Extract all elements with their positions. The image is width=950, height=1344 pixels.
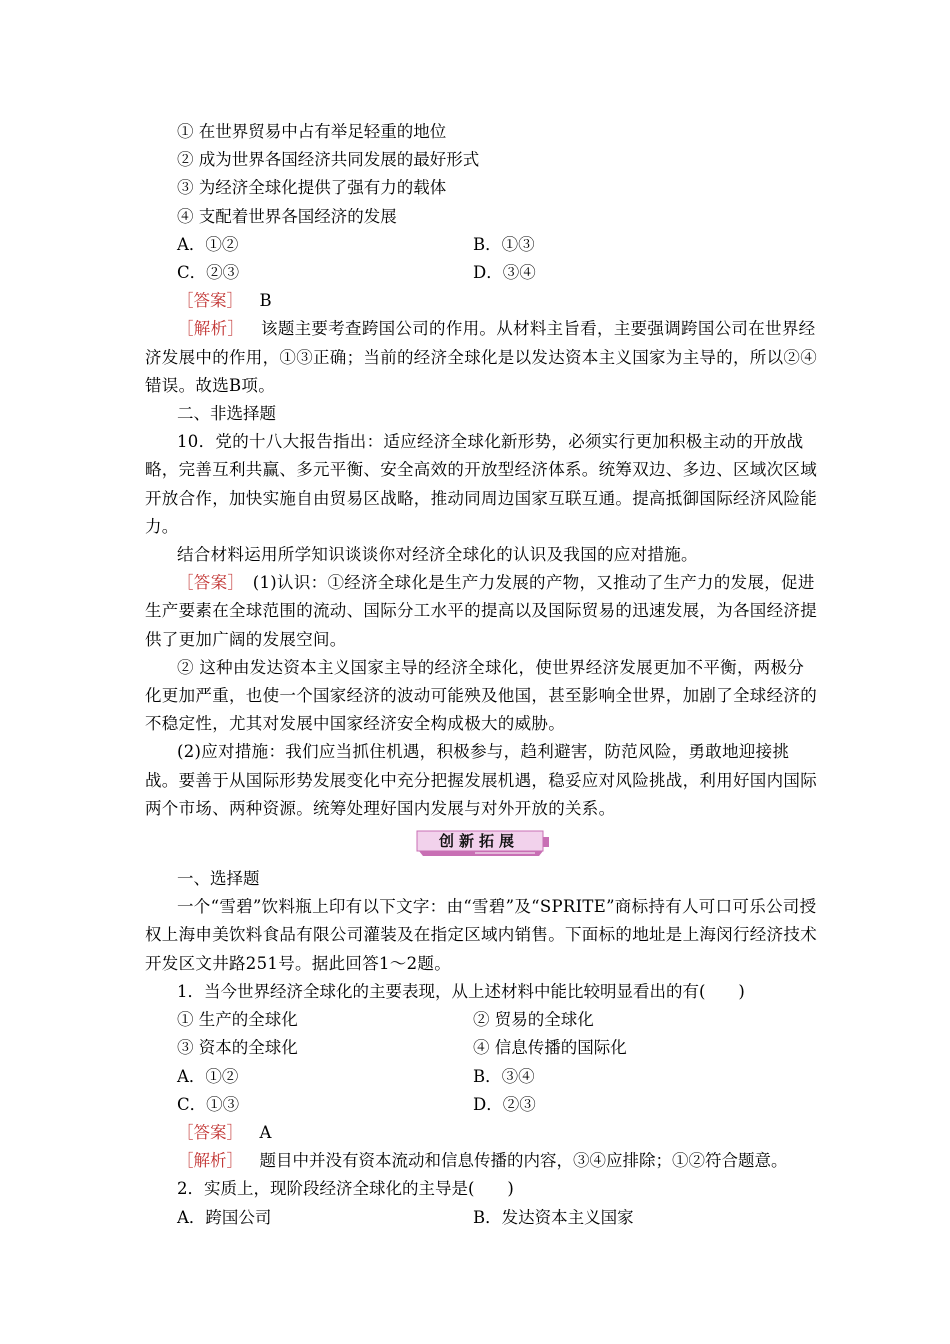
q9-option-1: ① 在世界贸易中占有举足轻重的地位 — [177, 122, 447, 141]
answer-tag: ［答案］ — [177, 291, 243, 311]
q9-choices-row-2 — [145, 259, 817, 287]
q9-choice-c: C．②③ — [177, 263, 240, 283]
q1-choices-row-1 — [145, 1063, 817, 1091]
q10-answer-1-text: (1)认识：①经济全球化是生产力发展的产物，又推动了生产力的发展，促进生产要素在全球范围的流动、国际分工水平的提高以及国际贸易的迅速发展，为各国经济提供了更加广阔的发展空间。 — [145, 573, 817, 649]
q1-option-4: ④ 信息传播的国际化 — [473, 1038, 627, 1058]
q1-choices-row-2 — [145, 1091, 817, 1119]
q1-options-row-2 — [145, 1034, 817, 1062]
q1-choice-a: A．①② — [177, 1066, 239, 1086]
q1-option-3: ③ 资本的全球化 — [177, 1038, 298, 1058]
q9-answer-value: B — [259, 291, 272, 311]
q10-stem: 10．党的十八大报告指出：适应经济全球化新形势，必须实行更加积极主动的开放战略，完善互利共赢、多元平衡、安全高效的开放型经济体系。统筹双边、多边、区域次区域开放合作，加快实施自由贸易区战略，推动同周边国家互联互通。提高抵御国际经济风险能力。 — [145, 432, 817, 536]
q1-analysis-text: 题目中并没有资本流动和信息传播的内容，③④应排除；①②符合题意。 — [259, 1151, 788, 1171]
q2-choices-row-1 — [145, 1204, 817, 1232]
q1-answer — [145, 1119, 817, 1147]
q9-choice-d: D．③④ — [473, 263, 536, 283]
analysis-tag: ［解析］ — [177, 1151, 243, 1171]
analysis-tag: ［解析］ — [177, 319, 245, 339]
q9-analysis — [145, 315, 817, 400]
section-heading-non-choice: 二、非选择题 — [177, 404, 276, 424]
q9-option-4: ④ 支配着世界各国经济的发展 — [177, 206, 397, 226]
banner-badge — [415, 829, 551, 857]
q1-option-2: ② 贸易的全球化 — [473, 1010, 594, 1030]
q9-option-2: ② 成为世界各国经济共同发展的最好形式 — [177, 150, 480, 170]
innovation-banner — [145, 823, 817, 865]
q10-answer-1 — [145, 569, 817, 654]
q1-analysis — [145, 1147, 817, 1175]
page-content — [145, 118, 817, 1232]
q10-ask: 结合材料运用所学知识谈谈你对经济全球化的认识及我国的应对措施。 — [177, 545, 698, 565]
q1-answer-value: A — [259, 1122, 272, 1142]
answer-tag: ［答案］ — [177, 1122, 243, 1142]
q1-option-1: ① 生产的全球化 — [177, 1010, 298, 1030]
q9-answer — [145, 287, 817, 315]
q1-choice-c: C．①③ — [177, 1094, 240, 1114]
q10-answer-3: (2)应对措施：我们应当抓住机遇，积极参与，趋利避害，防范风险，勇敢地迎接挑战。要善于从国际形势发展变化中充分把握发展机遇，稳妥应对风险挑战，利用好国内国际两个市场、两种资源。统筹处理好国内发展与对外开放的关系。 — [145, 742, 817, 818]
q2-choice-b: B．发达资本主义国家 — [473, 1207, 634, 1227]
material-text: 一个“雪碧”饮料瓶上印有以下文字：由“雪碧”及“SPRITE”商标持有人可口可乐公司授权上海申美饮料食品有限公司灌装及在指定区域内销售。下面标的地址是上海闵行经济技术开发区文井路251号。据此回答1～2题。 — [145, 897, 817, 973]
q2-choice-a: A．跨国公司 — [177, 1207, 272, 1227]
answer-tag: ［答案］ — [177, 573, 245, 593]
q9-option-3: ③ 为经济全球化提供了强有力的载体 — [177, 178, 447, 198]
banner-title: 创新拓展 — [438, 832, 519, 851]
section-heading-choice: 一、选择题 — [177, 869, 260, 889]
q9-analysis-text: 该题主要考查跨国公司的作用。从材料主旨看，主要强调跨国公司在世界经济发展中的作用，①③正确；当前的经济全球化是以发达资本主义国家为主导的，所以②④错误。故选B项。 — [145, 319, 817, 395]
q1-choice-d: D．②③ — [473, 1094, 536, 1114]
q1-options-row-1 — [145, 1006, 817, 1034]
q1-stem: 1．当今世界经济全球化的主要表现，从上述材料中能比较明显看出的有( ) — [177, 981, 745, 1001]
q10-answer-2: ② 这种由发达资本主义国家主导的经济全球化，使世界经济发展更加不平衡，两极分化更加严重，也使一个国家经济的波动可能殃及他国，甚至影响全世界，加剧了全球经济的不稳定性，尤其对发展中国家经济安全构成极大的威胁。 — [145, 657, 817, 734]
q9-choice-b: B．①③ — [473, 234, 535, 254]
q9-choice-a: A．①② — [177, 234, 239, 254]
q2-stem: 2．实质上，现阶段经济全球化的主导是( ) — [177, 1179, 514, 1199]
q9-choices-row-1 — [145, 231, 817, 259]
q1-choice-b: B．③④ — [473, 1066, 535, 1086]
